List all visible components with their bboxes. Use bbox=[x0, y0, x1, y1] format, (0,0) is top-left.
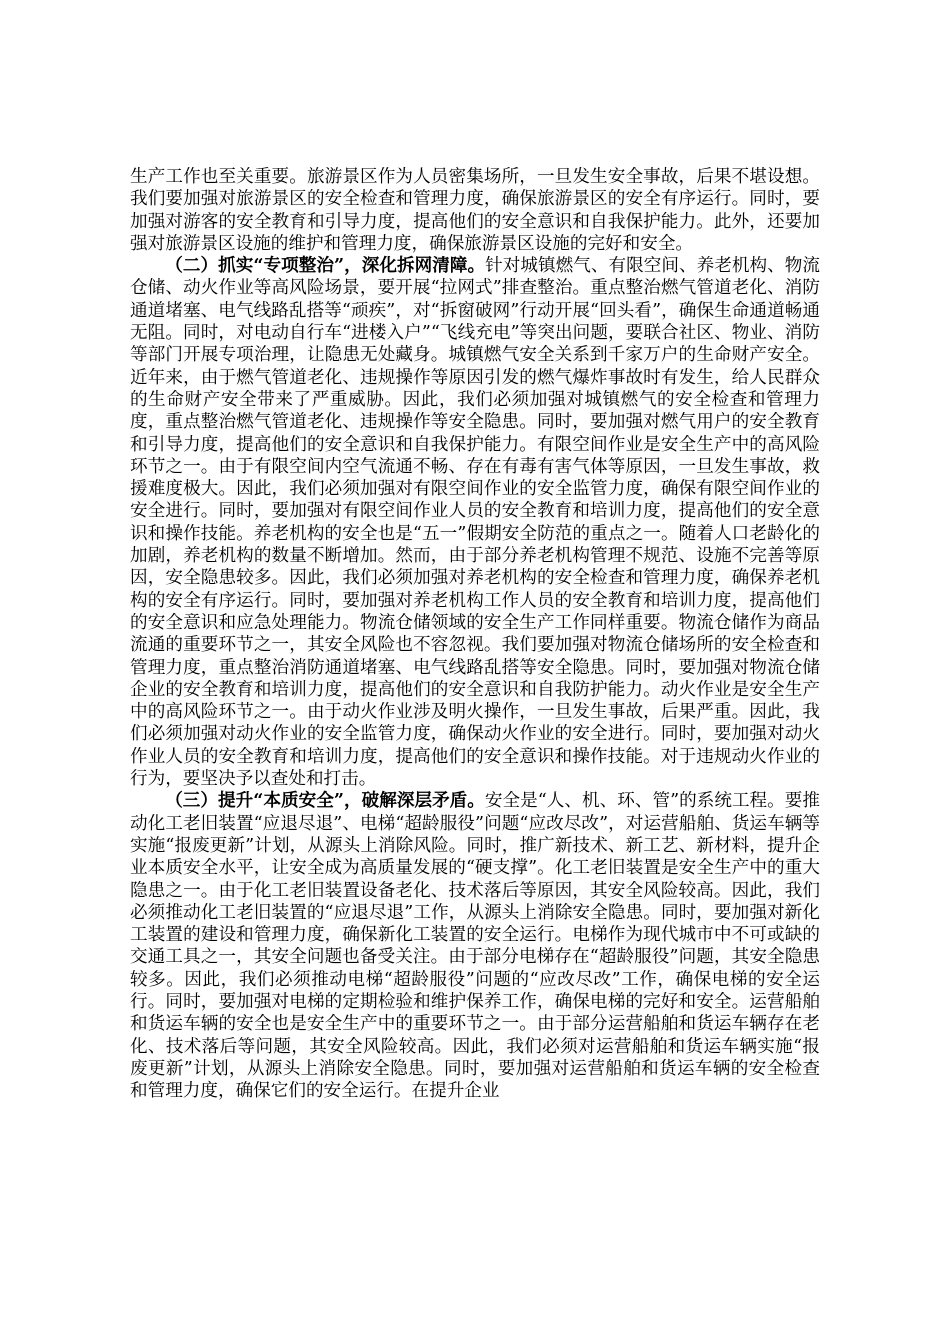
paragraph-1 bbox=[130, 166, 820, 255]
paragraph-3-text: 安全是“人、机、环、管”的系统工程。要推动化工老旧装置“应退尽退”、电梯“超龄服役”问题“应改尽改”，对运营船舶、货运车辆等实施“报废更新”计划，从源头上消除风险。同时，推广新技术、新工艺、新材料，提升企业本质安全水平，让安全成为高质量发展的“硬支撑”。化工老旧装置是安全生产中的重大隐患之一。由于化工老旧装置设备老化、技术落后等原因，其安全风险较高。因此，我们必须推动化工老旧装置的“应退尽退”工作，从源头上消除安全隐患。同时，要加强对新化工装置的建设和管理力度，确保新化工装置的安全运行。电梯作为现代城市中不可或缺的交通工具之一，其安全问题也备受关注。由于部分电梯存在“超龄服役”问题，其安全隐患较多。因此，我们必须推动电梯“超龄服役”问题的“应改尽改”工作，确保电梯的安全运行。同时，要加强对电梯的定期检验和维护保养工作，确保电梯的完好和安全。运营船舶和货运车辆的安全也是安全生产中的重要环节之一。由于部分运营船舶和货运车辆存在老化、技术落后等问题，其安全风险较高。因此，我们必须对运营船舶和货运车辆实施“报废更新”计划，从源头上消除安全隐患。同时，要加强对运营船舶和货运车辆的安全检查和管理力度，确保它们的安全运行。在提升企业 bbox=[130, 791, 820, 1102]
paragraph-1-text: 生产工作也至关重要。旅游景区作为人员密集场所，一旦发生安全事故，后果不堪设想。我们要加强对旅游景区的安全检查和管理力度，确保旅游景区的安全有序运行。同时，要加强对游客的安全教育和引导力度，提高他们的安全意识和自我保护能力。此外，还要加强对旅游景区设施的维护和管理力度，确保旅游景区设施的完好和安全。 bbox=[130, 167, 820, 254]
document-page bbox=[130, 166, 820, 1102]
paragraph-2 bbox=[130, 255, 820, 790]
paragraph-2-text: 针对城镇燃气、有限空间、养老机构、物流仓储、动火作业等高风险场景，要开展“拉网式”排查整治。重点整治燃气管道老化、消防通道堵塞、电气线路乱搭等“顽疾”，对“拆窗破网”行动开展“回头看”，确保生命通道畅通无阻。同时，对电动自行车“进楼入户”“飞线充电”等突出问题，要联合社区、物业、消防等部门开展专项治理，让隐患无处藏身。城镇燃气安全关系到千家万户的生命财产安全。近年来，由于燃气管道老化、违规操作等原因引发的燃气爆炸事故时有发生，给人民群众的生命财产安全带来了严重威胁。因此，我们必须加强对城镇燃气的安全检查和管理力度，重点整治燃气管道老化、违规操作等安全隐患。同时，要加强对燃气用户的安全教育和引导力度，提高他们的安全意识和自我保护能力。有限空间作业是安全生产中的高风险环节之一。由于有限空间内空气流通不畅、存在有毒有害气体等原因，一旦发生事故，救援难度极大。因此，我们必须加强对有限空间作业的安全监管力度，确保有限空间作业的安全进行。同时，要加强对有限空间作业人员的安全教育和培训力度，提高他们的安全意识和操作技能。养老机构的安全也是“五一”假期安全防范的重点之一。随着人口老龄化的加剧，养老机构的数量不断增加。然而，由于部分养老机构管理不规范、设施不完善等原因，安全隐患较多。因此，我们必须加强对养老机构的安全检查和管理力度，确保养老机构的安全有序运行。同时，要加强对养老机构工作人员的安全教育和培训力度，提高他们的安全意识和应急处理能力。物流仓储领域的安全生产工作同样重要。物流仓储作为商品流通的重要环节之一，其安全风险也不容忽视。我们要加强对物流仓储场所的安全检查和管理力度，重点整治消防通道堵塞、电气线路乱搭等安全隐患。同时，要加强对物流仓储企业的安全教育和培训力度，提高他们的安全意识和自我防护能力。动火作业是安全生产中的高风险环节之一。由于动火作业涉及明火操作，一旦发生事故，后果严重。因此，我们必须加强对动火作业的安全监管力度，确保动火作业的安全进行。同时，要加强对动火作业人员的安全教育和培训力度，提高他们的安全意识和操作技能。对于违规动火作业的行为，要坚决予以查处和打击。 bbox=[130, 256, 820, 790]
paragraph-2-heading: （二）抓实“专项整治”，深化拆网清障。 bbox=[165, 255, 486, 277]
paragraph-3-heading: （三）提升“本质安全”，破解深层矛盾。 bbox=[165, 790, 485, 812]
paragraph-3 bbox=[130, 790, 820, 1102]
